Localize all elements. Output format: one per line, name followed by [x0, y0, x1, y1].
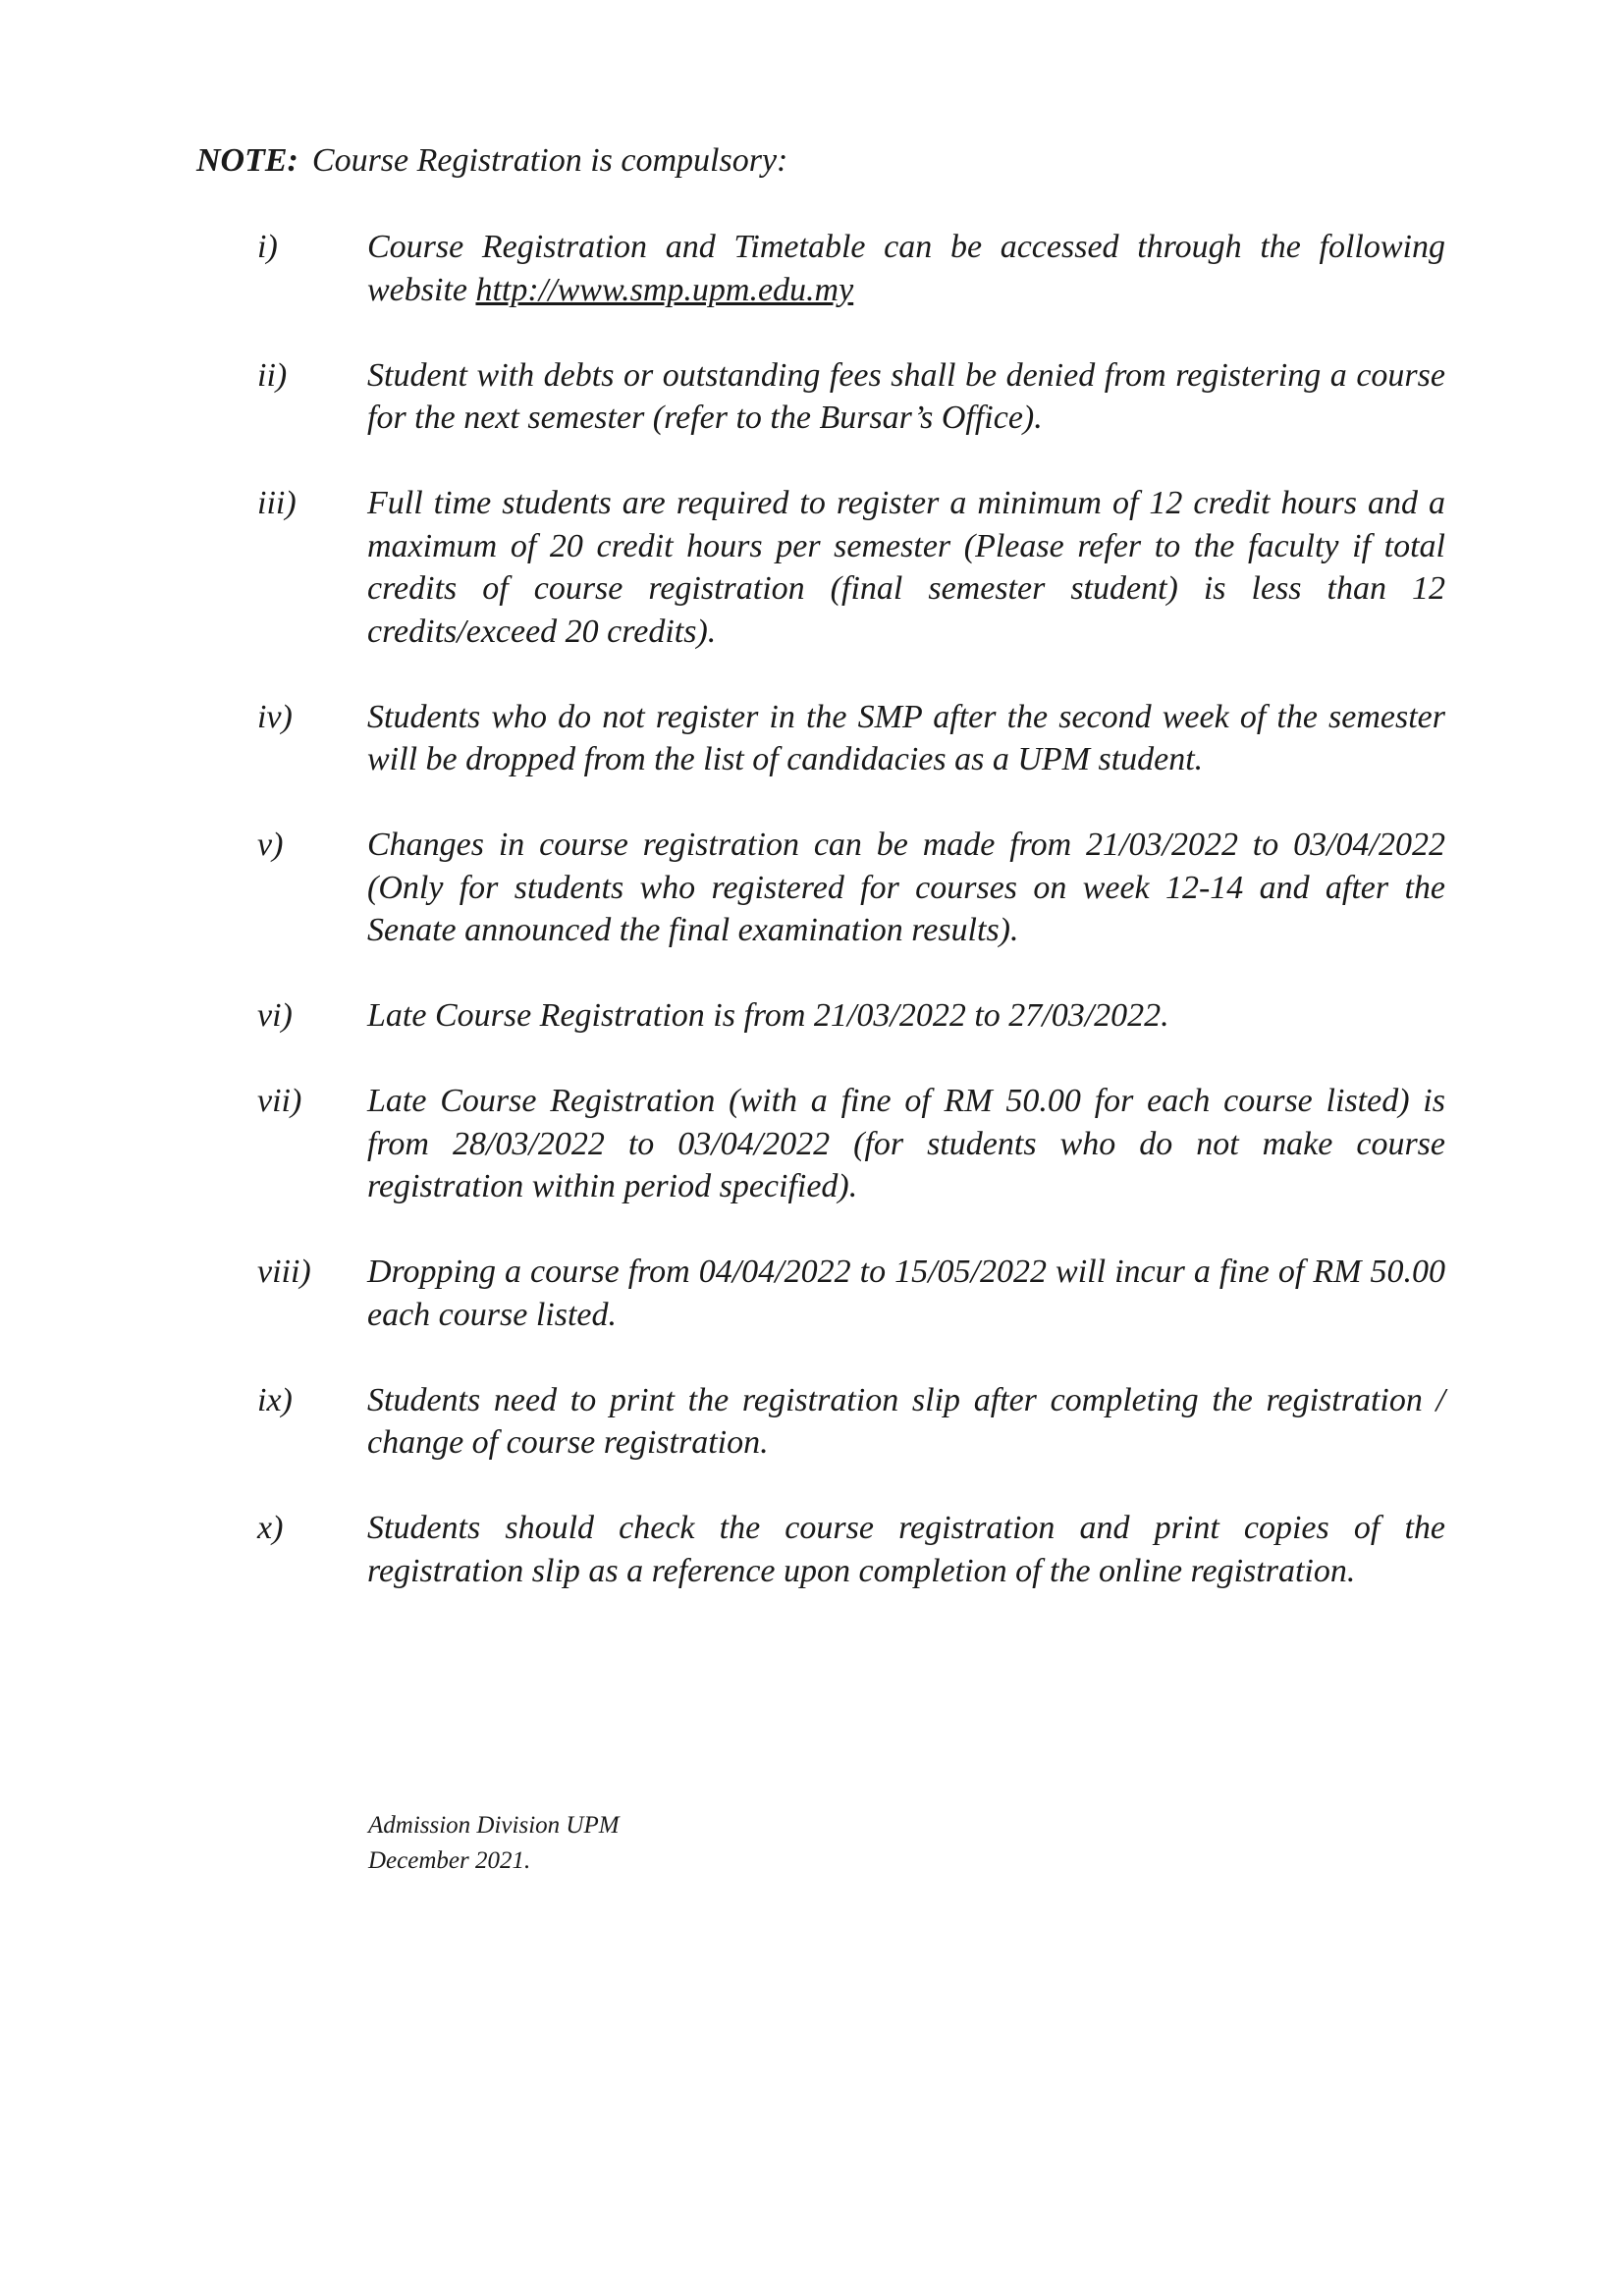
list-item [257, 226, 1445, 311]
list-item [257, 1507, 1445, 1592]
item-number: vii) [257, 1083, 302, 1119]
item-number: iv) [257, 698, 293, 735]
item-text: Students should check the course registration and print copies of the registration slip as a reference upon completion of the online registration. [367, 1510, 1445, 1589]
item-text: Late Course Registration (with a fine of RM 50.00 for each course listed) is from 28/03/2022 to 03/04/2022 (for students who do not make course registration within period specified). [367, 1083, 1445, 1204]
list-item [257, 824, 1445, 952]
item-number: i) [257, 229, 278, 265]
note-label: NOTE: [196, 142, 298, 179]
list-item [257, 994, 1445, 1038]
list-item [257, 696, 1445, 781]
item-number: ix) [257, 1381, 293, 1418]
list-item [257, 354, 1445, 440]
item-text [367, 226, 1445, 311]
website-link[interactable]: http://www.smp.upm.edu.my [475, 271, 854, 308]
list-item [257, 1379, 1445, 1465]
signoff-date: December 2021. [368, 1847, 531, 1874]
note-heading [196, 139, 787, 183]
item-text: Changes in course registration can be made from 21/03/2022 to 03/04/2022 (Only for students who registered for courses on week 12-14 and after the Senate announced the final examination results). [367, 827, 1445, 948]
registration-rules-list [257, 226, 1445, 1635]
item-number: vi) [257, 997, 293, 1034]
list-item [257, 1080, 1445, 1208]
item-text: Dropping a course from 04/04/2022 to 15/05/2022 will incur a fine of RM 50.00 each course listed. [367, 1254, 1445, 1333]
item-number: v) [257, 827, 284, 863]
item-number: x) [257, 1510, 284, 1546]
item-text: Student with debts or outstanding fees shall be denied from registering a course for the next semester (refer to the Bursar’s Office). [367, 356, 1445, 436]
item-text: Full time students are required to register a minimum of 12 credit hours and a maximum of 20 credit hours per semester (Please refer to the faculty if total credits of course registration (final semester student) is less than 12 credits/exceed 20 credits). [367, 485, 1445, 650]
signoff-organization: Admission Division UPM [368, 1812, 620, 1839]
item-number: iii) [257, 485, 297, 521]
item-text-body: Course Registration and Timetable can be accessed through the following website [367, 229, 1445, 308]
signoff [368, 1808, 620, 1879]
item-text: Late Course Registration is from 21/03/2022 to 27/03/2022. [367, 997, 1169, 1034]
item-number: ii) [257, 356, 288, 394]
item-number: viii) [257, 1254, 311, 1290]
note-text: Course Registration is compulsory: [311, 142, 788, 179]
item-text: Students need to print the registration slip after completing the registration / change of course registration. [367, 1381, 1445, 1461]
item-text: Students who do not register in the SMP after the second week of the semester will be dropped from the list of candidacies as a UPM student. [367, 698, 1445, 777]
list-item [257, 482, 1445, 653]
list-item [257, 1251, 1445, 1336]
